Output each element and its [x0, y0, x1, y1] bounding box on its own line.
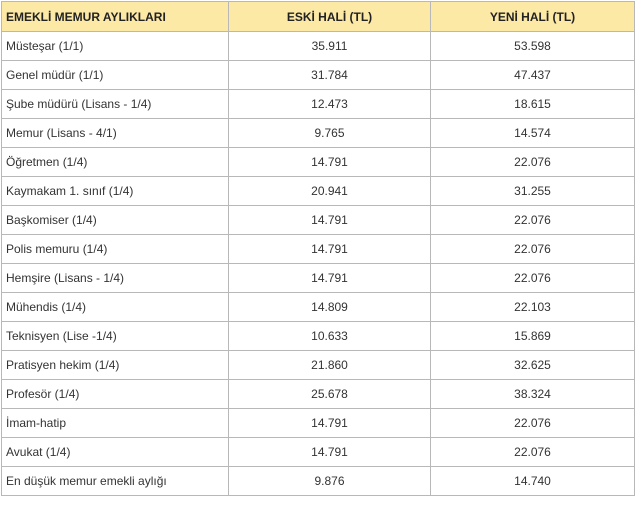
row-new-value: 15.869 [431, 322, 635, 351]
row-title: Polis memuru (1/4) [2, 235, 229, 264]
row-new-value: 47.437 [431, 61, 635, 90]
header-row [2, 2, 635, 32]
row-old-value: 14.791 [229, 438, 431, 467]
row-old-value: 9.765 [229, 119, 431, 148]
row-old-value: 9.876 [229, 467, 431, 496]
table-row [2, 264, 635, 293]
table-row [2, 119, 635, 148]
row-old-value: 14.791 [229, 148, 431, 177]
row-title: Mühendis (1/4) [2, 293, 229, 322]
table-row [2, 351, 635, 380]
row-title: Profesör (1/4) [2, 380, 229, 409]
row-new-value: 31.255 [431, 177, 635, 206]
row-title: Teknisyen (Lise -1/4) [2, 322, 229, 351]
row-old-value: 35.911 [229, 32, 431, 61]
table-row [2, 467, 635, 496]
row-new-value: 18.615 [431, 90, 635, 119]
table-row [2, 438, 635, 467]
table-row [2, 380, 635, 409]
row-new-value: 22.076 [431, 409, 635, 438]
table-row [2, 235, 635, 264]
row-new-value: 14.574 [431, 119, 635, 148]
row-old-value: 14.791 [229, 409, 431, 438]
row-new-value: 22.103 [431, 293, 635, 322]
header-old: ESKİ HALİ (TL) [229, 2, 431, 32]
table-header [2, 2, 635, 32]
row-new-value: 22.076 [431, 264, 635, 293]
row-old-value: 14.791 [229, 206, 431, 235]
row-title: İmam-hatip [2, 409, 229, 438]
row-old-value: 14.791 [229, 264, 431, 293]
row-old-value: 14.791 [229, 235, 431, 264]
table-body [2, 32, 635, 496]
pension-table [1, 1, 635, 496]
row-old-value: 10.633 [229, 322, 431, 351]
row-title: Avukat (1/4) [2, 438, 229, 467]
row-title: Hemşire (Lisans - 1/4) [2, 264, 229, 293]
table-row [2, 32, 635, 61]
row-title: Pratisyen hekim (1/4) [2, 351, 229, 380]
row-title: Öğretmen (1/4) [2, 148, 229, 177]
table-row [2, 322, 635, 351]
row-title: Müsteşar (1/1) [2, 32, 229, 61]
row-old-value: 25.678 [229, 380, 431, 409]
row-title: Başkomiser (1/4) [2, 206, 229, 235]
row-title: Memur (Lisans - 4/1) [2, 119, 229, 148]
row-title: Kaymakam 1. sınıf (1/4) [2, 177, 229, 206]
header-title: EMEKLİ MEMUR AYLIKLARI [2, 2, 229, 32]
row-new-value: 22.076 [431, 235, 635, 264]
row-title: Genel müdür (1/1) [2, 61, 229, 90]
row-new-value: 38.324 [431, 380, 635, 409]
table-row [2, 293, 635, 322]
row-new-value: 53.598 [431, 32, 635, 61]
row-old-value: 12.473 [229, 90, 431, 119]
table-row [2, 61, 635, 90]
row-old-value: 21.860 [229, 351, 431, 380]
table-row [2, 148, 635, 177]
row-title: Şube müdürü (Lisans - 1/4) [2, 90, 229, 119]
row-new-value: 32.625 [431, 351, 635, 380]
table-row [2, 409, 635, 438]
row-title: En düşük memur emekli aylığı [2, 467, 229, 496]
row-new-value: 22.076 [431, 206, 635, 235]
row-old-value: 20.941 [229, 177, 431, 206]
row-new-value: 14.740 [431, 467, 635, 496]
row-old-value: 14.809 [229, 293, 431, 322]
header-new: YENİ HALİ (TL) [431, 2, 635, 32]
table-row [2, 90, 635, 119]
row-new-value: 22.076 [431, 148, 635, 177]
table-row [2, 177, 635, 206]
table-row [2, 206, 635, 235]
row-old-value: 31.784 [229, 61, 431, 90]
row-new-value: 22.076 [431, 438, 635, 467]
